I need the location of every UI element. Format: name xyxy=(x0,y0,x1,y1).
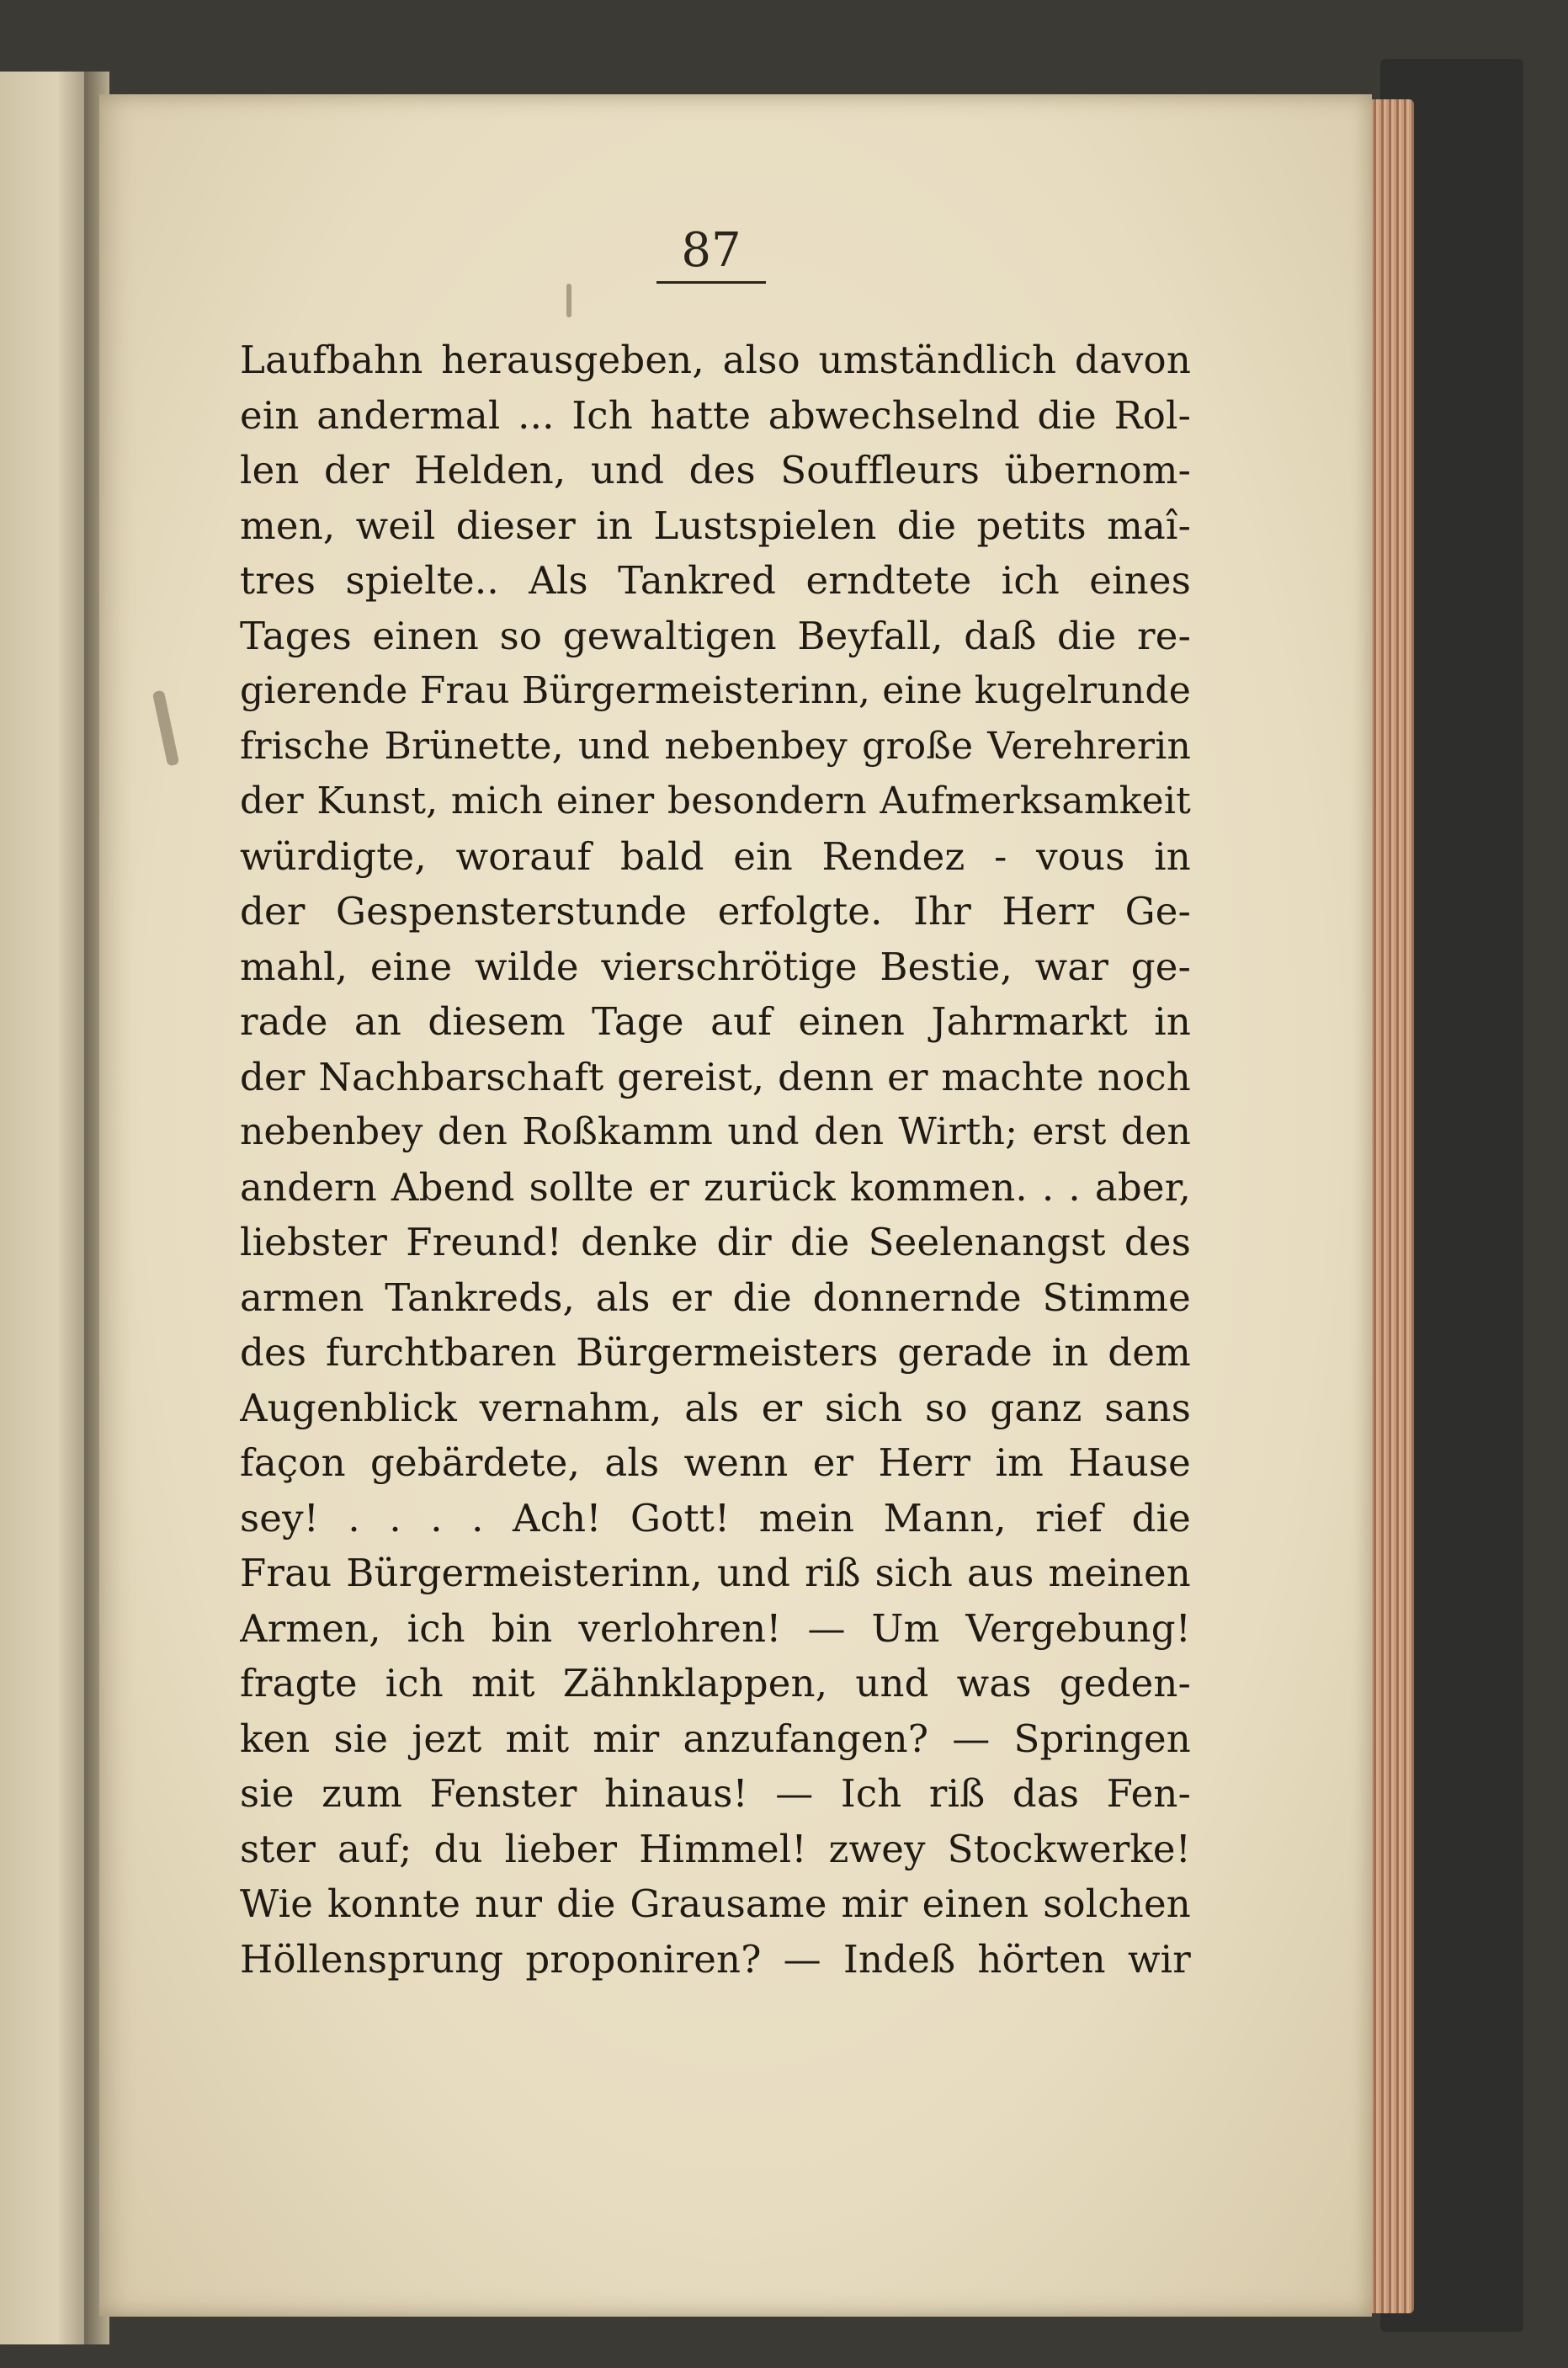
text-line: Tages einen so gewaltigen Beyfall, daß die re- xyxy=(240,613,1191,658)
text-line: frische Brünette, und nebenbey große Verehrerin xyxy=(240,724,1191,768)
page-header xyxy=(656,223,766,284)
text-line: der Nachbarschaft gereist, denn er machte noch xyxy=(240,1054,1191,1099)
paper-mark xyxy=(566,284,571,317)
text-line: würdigte, worauf bald ein Rendez - vous in xyxy=(240,833,1191,879)
text-line: andern Abend sollte er zurück kommen. . . aber, xyxy=(240,1164,1191,1210)
text-line: sie zum Fenster hinaus! — Ich riß das Fen- xyxy=(240,1771,1191,1816)
left-page-strip xyxy=(0,72,94,2344)
text-line: armen Tankreds, als er die donnernde Stimme xyxy=(240,1274,1191,1320)
text-line: mahl, eine wilde vierschrötige Bestie, war ge- xyxy=(240,944,1191,989)
text-line: Höllensprung proponiren? — Indeß hörten wir xyxy=(240,1936,1191,1982)
text-line: Augenblick vernahm, als er sich so ganz sans xyxy=(240,1385,1191,1430)
text-line: ein andermal ... Ich hatte abwechselnd die Rol- xyxy=(240,392,1191,438)
text-line: der Kunst, mich einer besondern Aufmerksamkeit xyxy=(240,780,1191,822)
text-line: liebster Freund! denke dir die Seelenangst des xyxy=(240,1220,1191,1264)
text-line: sey! . . . . Ach! Gott! mein Mann, rief die xyxy=(240,1495,1191,1541)
text-line: rade an diesem Tage auf einen Jahrmarkt in xyxy=(240,999,1191,1044)
text-line: des furchtbaren Bürgermeisters gerade in dem xyxy=(240,1330,1191,1375)
text-line: Wie konnte nur die Grausame mir einen solchen xyxy=(240,1881,1191,1926)
text-line: ster auf; du lieber Himmel! zwey Stockwerke! xyxy=(240,1826,1191,1871)
text-line: ken sie jezt mit mir anzufangen? — Springen xyxy=(240,1716,1191,1761)
text-line: len der Helden, und des Souffleurs übernom- xyxy=(240,448,1191,492)
body-text xyxy=(240,333,1191,1987)
page-number: 87 xyxy=(681,223,741,278)
text-line: Frau Bürgermeisterinn, und riß sich aus meinen xyxy=(240,1551,1191,1595)
page-number-rule xyxy=(656,281,766,284)
text-line: gierende Frau Bürgermeisterinn, eine kugelrunde xyxy=(240,669,1191,712)
text-line: men, weil dieser in Lustspielen die petits maî- xyxy=(240,503,1191,548)
text-line: tres spielte.. Als Tankred erndtete ich eines xyxy=(240,558,1191,603)
text-line: fragte ich mit Zähnklappen, und was geden- xyxy=(240,1661,1191,1705)
text-line: Armen, ich bin verlohren! — Um Vergebung! xyxy=(240,1605,1191,1651)
text-line: façon gebärdete, als wenn er Herr im Hause xyxy=(240,1440,1191,1485)
text-line: der Gespensterstunde erfolgte. Ihr Herr Ge- xyxy=(240,889,1191,934)
text-line: nebenbey den Roßkamm und den Wirth; erst den xyxy=(240,1110,1191,1153)
text-line: Laufbahn herausgeben, also umständlich davon xyxy=(240,338,1191,382)
